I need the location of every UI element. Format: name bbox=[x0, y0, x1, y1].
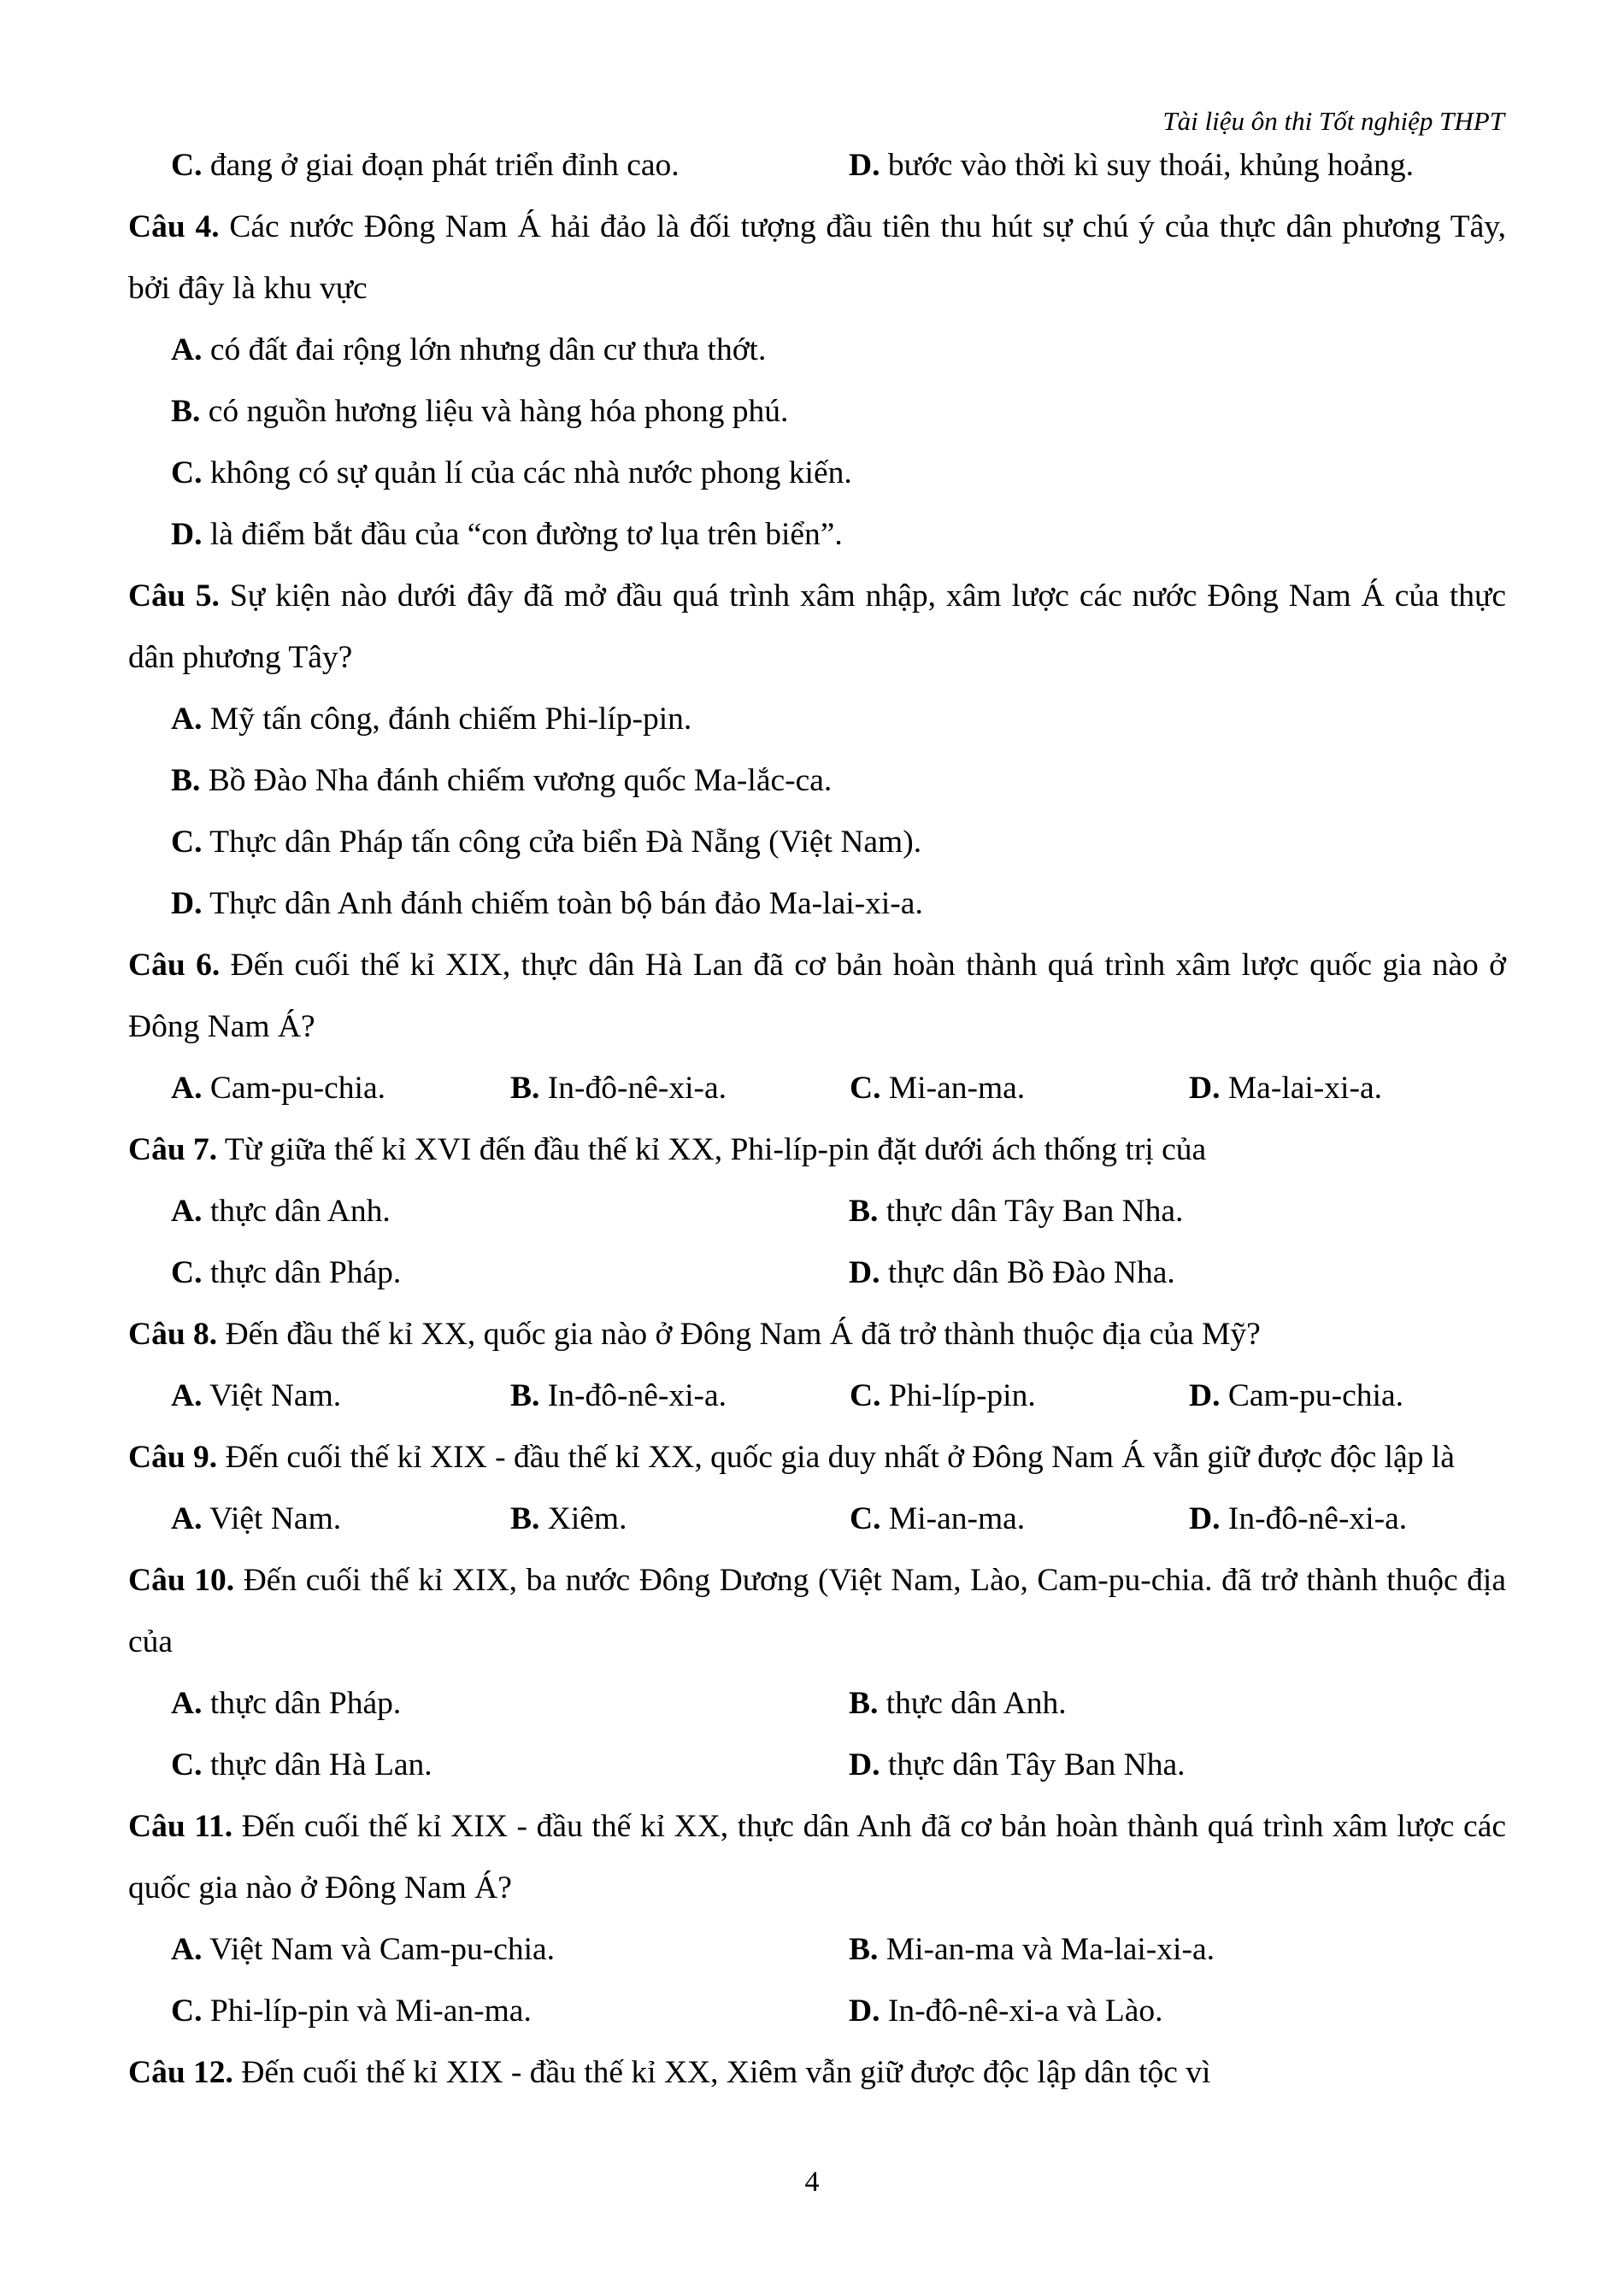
option-text: thực dân Bồ Đào Nha. bbox=[880, 1255, 1175, 1290]
option-key: A. bbox=[171, 702, 203, 737]
answer-options bbox=[128, 1181, 1506, 1304]
option-text: Ma-lai-xi-a. bbox=[1220, 1071, 1382, 1106]
option-text: có nguồn hương liệu và hàng hóa phong phú. bbox=[200, 394, 789, 429]
option-key: A. bbox=[171, 1686, 203, 1721]
option-key: D. bbox=[849, 1994, 880, 2029]
option-key: B. bbox=[849, 1686, 879, 1721]
option-text: bước vào thời kì suy thoái, khủng hoảng. bbox=[880, 148, 1414, 183]
answer-option bbox=[510, 1365, 850, 1427]
answer-option bbox=[849, 1673, 1506, 1735]
answer-options bbox=[128, 1919, 1506, 2042]
option-text: In-đô-nê-xi-a. bbox=[1220, 1501, 1408, 1536]
answer-option bbox=[171, 443, 1506, 504]
option-text: Mi-an-ma. bbox=[880, 1501, 1026, 1536]
question-label: Câu 7. bbox=[128, 1132, 218, 1167]
option-text: Cam-pu-chia. bbox=[1220, 1378, 1403, 1413]
option-key: D. bbox=[171, 517, 203, 552]
option-d bbox=[849, 135, 1506, 197]
option-key: A. bbox=[171, 1194, 203, 1229]
answer-option bbox=[849, 1981, 1506, 2042]
answer-option bbox=[849, 1735, 1506, 1796]
question-label: Câu 9. bbox=[128, 1440, 218, 1475]
answer-option bbox=[171, 1489, 510, 1550]
option-text: In-đô-nê-xi-a. bbox=[539, 1378, 727, 1413]
question-text: Từ giữa thế kỉ XVI đến đầu thế kỉ XX, Phi-líp-pin đặt dưới ách thống trị của bbox=[217, 1132, 1207, 1167]
answer-options bbox=[128, 689, 1506, 935]
answer-options bbox=[128, 1365, 1506, 1427]
option-key: B. bbox=[171, 763, 201, 798]
option-key: D. bbox=[849, 1255, 880, 1290]
answer-option bbox=[849, 1919, 1506, 1981]
previous-question-options bbox=[128, 135, 1506, 197]
option-key: C. bbox=[171, 455, 203, 490]
question-label: Câu 10. bbox=[128, 1563, 235, 1598]
answer-option bbox=[171, 689, 1506, 750]
option-key: C. bbox=[171, 1994, 203, 2029]
answer-option bbox=[171, 1919, 849, 1981]
answer-option bbox=[850, 1489, 1189, 1550]
question-text: Các nước Đông Nam Á hải đảo là đối tượng đầu tiên thu hút sự chú ý của thực dân phương Tây, bởi đây là khu vực bbox=[128, 209, 1507, 306]
answer-option bbox=[171, 1673, 849, 1735]
option-key: C. bbox=[171, 148, 203, 183]
option-key: A. bbox=[171, 332, 203, 367]
answer-option bbox=[171, 1242, 849, 1304]
option-text: Thực dân Pháp tấn công cửa biển Đà Nẵng (Việt Nam). bbox=[202, 825, 922, 860]
option-key: D. bbox=[849, 148, 880, 183]
option-key: B. bbox=[510, 1071, 540, 1106]
question-text: Đến cuối thế kỉ XIX - đầu thế kỉ XX, thực dân Anh đã cơ bản hoàn thành quá trình xâm lược các quốc gia nào ở Đông Nam Á? bbox=[128, 1809, 1506, 1906]
option-key: C. bbox=[850, 1071, 881, 1106]
question-label: Câu 6. bbox=[128, 948, 221, 983]
question-content bbox=[128, 135, 1506, 2104]
option-text: In-đô-nê-xi-a và Lào. bbox=[880, 1994, 1163, 2029]
answer-option bbox=[849, 1242, 1506, 1304]
answer-option bbox=[1189, 1489, 1506, 1550]
option-key: A. bbox=[171, 1378, 203, 1413]
question-text: Đến cuối thế kỉ XIX, thực dân Hà Lan đã cơ bản hoàn thành quá trình xâm lược quốc gia nào ở Đông Nam Á? bbox=[128, 948, 1506, 1044]
option-key: D. bbox=[171, 886, 203, 921]
option-key: B. bbox=[849, 1932, 879, 1967]
option-text: thực dân Anh. bbox=[202, 1194, 391, 1229]
answer-option bbox=[171, 320, 1506, 381]
option-text: thực dân Tây Ban Nha. bbox=[880, 1747, 1186, 1782]
question-text: Sự kiện nào dưới đây đã mở đầu quá trình xâm nhập, xâm lược các nước Đông Nam Á của thực dân phương Tây? bbox=[128, 578, 1507, 675]
option-key: C. bbox=[850, 1501, 881, 1536]
answer-option bbox=[171, 873, 1506, 935]
answer-option bbox=[510, 1489, 850, 1550]
question-text: Đến cuối thế kỉ XIX - đầu thế kỉ XX, Xiêm vẫn giữ được độc lập dân tộc vì bbox=[232, 2055, 1211, 2090]
option-text: Bồ Đào Nha đánh chiếm vương quốc Ma-lắc-ca. bbox=[200, 763, 833, 798]
option-key: A. bbox=[171, 1501, 203, 1536]
option-text: Xiêm. bbox=[539, 1501, 627, 1536]
answer-options bbox=[128, 320, 1506, 566]
option-text: Việt Nam và Cam-pu-chia. bbox=[202, 1932, 556, 1967]
answer-option bbox=[171, 812, 1506, 873]
question-stem bbox=[128, 1796, 1506, 1919]
option-text: là điểm bắt đầu của “con đường tơ lụa trên biển”. bbox=[202, 517, 843, 552]
question-stem bbox=[128, 1427, 1506, 1489]
option-text: không có sự quản lí của các nhà nước phong kiến. bbox=[202, 455, 852, 490]
option-text: thực dân Pháp. bbox=[202, 1255, 402, 1290]
option-text: Cam-pu-chia. bbox=[202, 1071, 385, 1106]
question-stem bbox=[128, 1304, 1506, 1365]
question-stem bbox=[128, 197, 1506, 320]
option-text: thực dân Hà Lan. bbox=[202, 1747, 432, 1782]
answer-option bbox=[171, 1365, 510, 1427]
question-label: Câu 12. bbox=[128, 2055, 233, 2090]
option-text: thực dân Pháp. bbox=[202, 1686, 402, 1721]
answer-option bbox=[171, 1181, 849, 1242]
answer-option bbox=[171, 1058, 510, 1119]
option-text: Mỹ tấn công, đánh chiếm Phi-líp-pin. bbox=[202, 702, 692, 737]
answer-option bbox=[510, 1058, 850, 1119]
question-stem bbox=[128, 566, 1506, 689]
question-label: Câu 5. bbox=[128, 578, 220, 614]
option-key: D. bbox=[1189, 1071, 1221, 1106]
answer-option bbox=[1189, 1365, 1506, 1427]
answer-option bbox=[849, 1181, 1506, 1242]
answer-option bbox=[171, 1735, 849, 1796]
question-stem bbox=[128, 2042, 1506, 2104]
option-key: C. bbox=[171, 825, 203, 860]
option-key: C. bbox=[850, 1378, 881, 1413]
option-key: B. bbox=[849, 1194, 879, 1229]
answer-options bbox=[128, 1489, 1506, 1550]
question-list bbox=[128, 197, 1506, 2104]
option-text: thực dân Anh. bbox=[878, 1686, 1067, 1721]
answer-option bbox=[850, 1365, 1189, 1427]
option-text: Thực dân Anh đánh chiếm toàn bộ bán đảo Ma-lai-xi-a. bbox=[202, 886, 923, 921]
answer-option bbox=[171, 381, 1506, 443]
option-key: C. bbox=[171, 1747, 203, 1782]
question-label: Câu 8. bbox=[128, 1317, 218, 1352]
option-text: Việt Nam. bbox=[202, 1378, 342, 1413]
option-text: Phi-líp-pin và Mi-an-ma. bbox=[202, 1994, 532, 2029]
question-text: Đến cuối thế kỉ XIX, ba nước Đông Dương (Việt Nam, Lào, Cam-pu-chia. đã trở thành thuộc địa của bbox=[128, 1563, 1506, 1659]
option-key: C. bbox=[171, 1255, 203, 1290]
question-text: Đến cuối thế kỉ XIX - đầu thế kỉ XX, quốc gia duy nhất ở Đông Nam Á vẫn giữ được độc lập là bbox=[217, 1440, 1455, 1475]
option-key: B. bbox=[171, 394, 201, 429]
answer-options bbox=[128, 1058, 1506, 1119]
page-number: 4 bbox=[804, 2166, 820, 2198]
answer-option bbox=[171, 504, 1506, 566]
question-label: Câu 11. bbox=[128, 1809, 233, 1844]
option-text: đang ở giai đoạn phát triển đỉnh cao. bbox=[202, 148, 680, 183]
option-key: D. bbox=[1189, 1501, 1221, 1536]
answer-option bbox=[171, 1981, 849, 2042]
question-text: Đến đầu thế kỉ XX, quốc gia nào ở Đông Nam Á đã trở thành thuộc địa của Mỹ? bbox=[217, 1317, 1261, 1352]
option-key: A. bbox=[171, 1071, 203, 1106]
answer-option bbox=[850, 1058, 1189, 1119]
option-key: B. bbox=[510, 1378, 540, 1413]
question-label: Câu 4. bbox=[128, 209, 220, 244]
answer-option bbox=[171, 750, 1506, 812]
answer-options bbox=[128, 1673, 1506, 1796]
option-key: D. bbox=[849, 1747, 880, 1782]
answer-option bbox=[1189, 1058, 1506, 1119]
option-c bbox=[171, 135, 849, 197]
document-header: Tài liệu ôn thi Tốt nghiệp THPT bbox=[1162, 106, 1504, 136]
option-text: Mi-an-ma. bbox=[880, 1071, 1026, 1106]
option-text: Việt Nam. bbox=[202, 1501, 342, 1536]
option-key: B. bbox=[510, 1501, 540, 1536]
option-text: Mi-an-ma và Ma-lai-xi-a. bbox=[878, 1932, 1215, 1967]
question-stem bbox=[128, 1119, 1506, 1181]
question-stem bbox=[128, 1550, 1506, 1673]
option-text: Phi-líp-pin. bbox=[880, 1378, 1036, 1413]
option-key: A. bbox=[171, 1932, 203, 1967]
option-key: D. bbox=[1189, 1378, 1221, 1413]
option-text: thực dân Tây Ban Nha. bbox=[878, 1194, 1184, 1229]
question-stem bbox=[128, 935, 1506, 1058]
option-text: có đất đai rộng lớn nhưng dân cư thưa thớt. bbox=[202, 332, 767, 367]
option-text: In-đô-nê-xi-a. bbox=[539, 1071, 727, 1106]
